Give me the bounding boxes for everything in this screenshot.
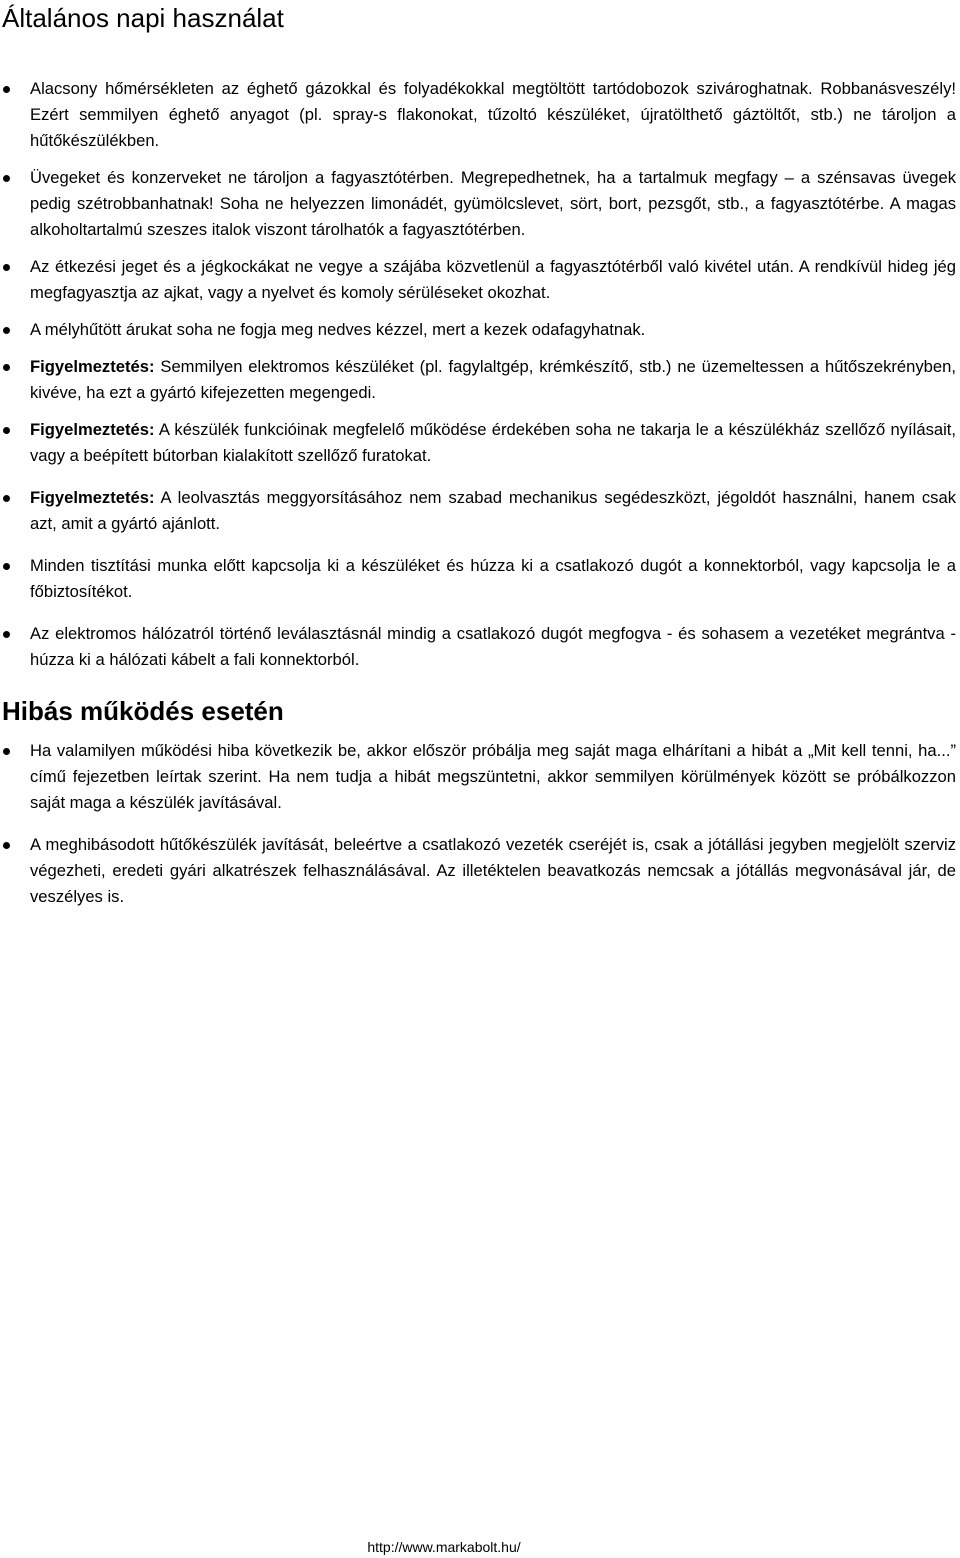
list-item	[0, 738, 960, 816]
list-item-text: A mélyhűtött árukat soha ne fogja meg nedves kézzel, mert a kezek odafagyhatnak.	[30, 320, 646, 339]
list-item	[0, 254, 960, 306]
list-item-text: Az elektromos hálózatról történő leválasztásnál mindig a csatlakozó dugót megfogva - és sohasem a vezetéket megrántva - húzza ki a hálózati kábelt a fali konnektorból.	[30, 624, 956, 669]
general-use-list	[0, 76, 960, 673]
warning-label: Figyelmeztetés:	[30, 488, 155, 507]
bullet-icon	[3, 364, 10, 371]
list-item-text: Semmilyen elektromos készüléket (pl. fagylaltgép, krémkészítő, stb.) ne üzemeltessen a hűtőszekrényben, kivéve, ha ezt a gyártó kifejezetten megengedi.	[30, 357, 956, 402]
list-item-text: Ha valamilyen működési hiba következik be, akkor először próbálja meg saját maga elhárítani a hibát a „Mit kell tenni, ha...” című fejezetben leírtak szerint. Ha nem tudja a hibát megszüntetni, akkor semmilyen körülmények között se próbálkozzon saját maga a készülék javításával.	[30, 741, 956, 812]
list-item	[0, 832, 960, 910]
section-title-general-use: Általános napi használat	[2, 3, 284, 33]
list-item	[0, 165, 960, 243]
list-item-text: Az étkezési jeget és a jégkockákat ne vegye a szájába közvetlenül a fagyasztótérből való kivétel után. A rendkívül hideg jég megfagyasztja az ajkat, vagy a nyelvet és komoly sérüléseket okozhat.	[30, 257, 956, 302]
warning-label: Figyelmeztetés:	[30, 420, 155, 439]
bullet-icon	[3, 631, 10, 638]
list-item-text: Üvegeket és konzerveket ne tároljon a fagyasztótérben. Megrepedhetnek, ha a tartalmuk megfagy – a szénsavas üvegek pedig szétrobbanhatnak! Soha ne helyezzen limonádét, gyümölcslevet, sört, bort, pezsgőt, stb., a fagyasztótérbe. A magas alkoholtartalmú szeszes italok viszont tárolhatók a fagyasztótérben.	[30, 168, 956, 239]
list-item-warning	[0, 354, 960, 406]
section-title-malfunction: Hibás működés esetén	[2, 696, 284, 726]
list-item-warning	[0, 485, 960, 537]
bullet-icon	[3, 264, 10, 271]
footer-url-link[interactable]: http://www.markabolt.hu/	[367, 1539, 521, 1555]
list-item	[0, 621, 960, 673]
list-item-text: Alacsony hőmérsékleten az éghető gázokkal és folyadékokkal megtöltött tartódobozok szivároghatnak. Robbanásveszély! Ezért semmilyen éghető anyagot (pl. spray-s flakonokat, tűzoltó készüléket, újratölthető gáztöltőt, stb.) ne tároljon a hűtőkészülékben.	[30, 79, 956, 150]
bullet-icon	[3, 175, 10, 182]
bullet-icon	[3, 327, 10, 334]
list-item-text: Minden tisztítási munka előtt kapcsolja ki a készüléket és húzza ki a csatlakozó dugót a konnektorból, vagy kapcsolja le a főbiztosítékot.	[30, 556, 956, 601]
bullet-icon	[3, 495, 10, 502]
list-item	[0, 553, 960, 605]
list-item-warning	[0, 417, 960, 469]
bullet-icon	[3, 427, 10, 434]
bullet-icon	[3, 563, 10, 570]
list-item-text: A készülék funkcióinak megfelelő működése érdekében soha ne takarja le a készülékház szellőző nyílásait, vagy a beépített bútorban kialakított szellőző furatokat.	[30, 420, 956, 465]
list-item	[0, 317, 960, 343]
bullet-icon	[3, 748, 10, 755]
list-item-text: A leolvasztás meggyorsításához nem szabad mechanikus segédeszközt, jégoldót használni, hanem csak azt, amit a gyártó ajánlott.	[30, 488, 956, 533]
bullet-icon	[3, 86, 10, 93]
warning-label: Figyelmeztetés:	[30, 357, 155, 376]
bullet-icon	[3, 842, 10, 849]
list-item-text: A meghibásodott hűtőkészülék javítását, beleértve a csatlakozó vezeték cseréjét is, csak a jótállási jegyben megjelölt szerviz végezheti, eredeti gyári alkatrészek felhasználásával. Az illetéktelen beavatkozás nemcsak a jótállás megvonásával jár, de veszélyes is.	[30, 835, 956, 906]
malfunction-list	[0, 738, 960, 910]
list-item	[0, 76, 960, 154]
